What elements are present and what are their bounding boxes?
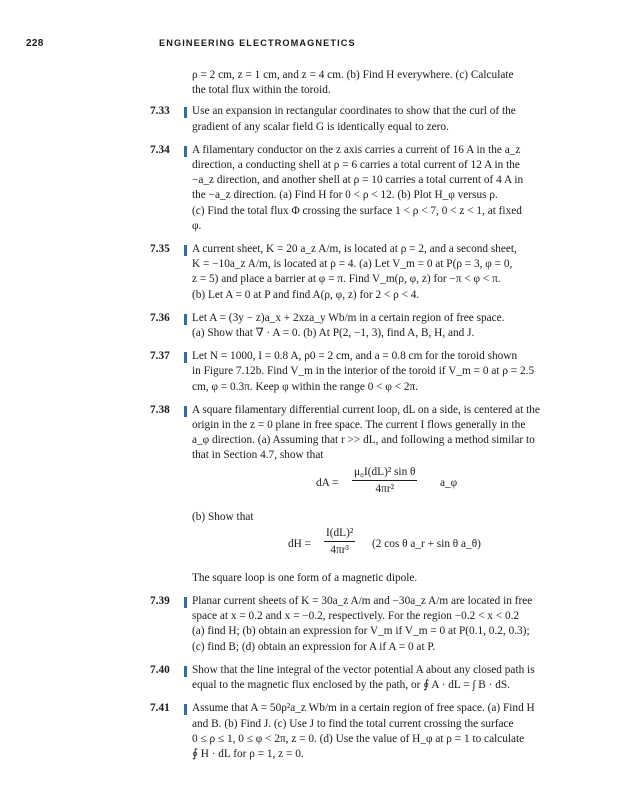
text-line: (c) Find the total flux Φ crossing the surface 1 < ρ < 7, 0 < z < 1, at fixed: [192, 204, 522, 217]
text-line: Planar current sheets of K = 30a_z A/m and −30a_z A/m are located in free: [192, 595, 533, 608]
problem-7-35: [0, 242, 627, 303]
text-line: and B. (b) Find J. (c) Use J to find the total current crossing the surface: [192, 717, 514, 730]
equation-fraction: [352, 464, 417, 497]
problem-number: 7.39: [150, 595, 170, 608]
answer-marker-icon: [184, 107, 187, 118]
text-line: K = −10a_z A/m, is located at ρ = 4. (a) Let V_m = 0 at P(ρ = 3, φ = 0,: [192, 258, 513, 271]
problem-number: 7.36: [150, 311, 170, 324]
text-line: (a) find H; (b) obtain an expression for V_m if V_m = 0 at P(0.1, 0.2, 0.3);: [192, 625, 530, 638]
equation-lhs: dA =: [316, 476, 339, 489]
equation-denominator: 4πr²: [375, 482, 394, 495]
page-content: [0, 68, 627, 770]
problem-number: 7.33: [150, 105, 170, 118]
equation-denominator: 4πr³: [330, 543, 349, 556]
problem-7-36: [0, 311, 627, 341]
running-head: ENGINEERING ELECTROMAGNETICS: [159, 38, 356, 48]
problem-7-37: [0, 349, 627, 395]
problem-number: 7.38: [150, 403, 170, 416]
text-line: A filamentary conductor on the z axis carries a current of 16 A in the a_z: [192, 143, 521, 156]
text-line: Let N = 1000, I = 0.8 A, ρ0 = 2 cm, and a = 0.8 cm for the toroid shown: [192, 350, 518, 363]
text-line: space at x = 0.2 and x = −0.2, respectively. For the region −0.2 < x < 0.2: [192, 610, 520, 623]
answer-marker-icon: [184, 245, 187, 256]
text-line: (a) Show that ∇ · A = 0. (b) At P(2, −1, 3), find A, B, H, and J.: [192, 327, 475, 340]
text-line: the −a_z direction. (a) Find H for 0 < ρ < 12. (b) Plot H_φ versus ρ.: [192, 189, 498, 202]
problem-7-40: [0, 663, 627, 693]
problem-7-39: [0, 594, 627, 655]
page-header: [26, 38, 606, 54]
text-line: gradient of any scalar field G is identically equal to zero.: [192, 120, 449, 133]
text-line: Show that the line integral of the vector potential A about any closed path is: [192, 663, 535, 676]
text-line: Use an expansion in rectangular coordinates to show that the curl of the: [192, 105, 516, 118]
equation-rhs: (2 cos θ a_r + sin θ a_θ): [372, 537, 481, 550]
text-line: cm, φ = 0.3π. Keep φ within the range 0 < φ < 2π.: [192, 380, 419, 393]
problem-7-38: [0, 403, 627, 586]
problem-number: 7.37: [150, 350, 170, 363]
text-line: ∮ H · dL for ρ = 1, z = 0.: [192, 747, 304, 760]
text-line: the total flux within the toroid.: [192, 84, 331, 97]
text-line: −a_z direction, and another shell at ρ = 10 carries a total current of 4 A in: [192, 174, 524, 187]
text-line: φ.: [192, 219, 202, 232]
continuation-text: [192, 68, 572, 98]
problem-number: 7.35: [150, 243, 170, 256]
text-line: A current sheet, K = 20 a_z A/m, is located at ρ = 2, and a second sheet,: [192, 243, 517, 256]
problem-number: 7.41: [150, 702, 170, 715]
answer-marker-icon: [184, 352, 187, 363]
problem-7-34: [0, 143, 627, 234]
text-line: direction, a conducting shell at ρ = 6 carries a total current of 12 A in the: [192, 159, 520, 172]
text-line: a_φ direction. (a) Assuming that r >> dL, and following a method similar to: [192, 434, 535, 447]
equation-rhs: a_φ: [440, 476, 458, 489]
answer-marker-icon: [184, 146, 187, 157]
equation-lhs: dH =: [288, 537, 312, 550]
text-line: A square filamentary differential current loop, dL on a side, is centered at the: [192, 403, 540, 416]
text-line: that in Section 4.7, show that: [192, 449, 324, 462]
text-line: Let A = (3y − z)a_x + 2xza_y Wb/m in a certain region of free space.: [192, 311, 505, 324]
page-number: 228: [26, 38, 44, 49]
problem-number: 7.40: [150, 663, 170, 676]
text-line: (b) Let A = 0 at P and find A(ρ, φ, z) for 2 < ρ < 4.: [192, 288, 420, 301]
problem-7-41: [0, 701, 627, 762]
text-line: Assume that A = 50ρ²a_z Wb/m in a certain region of free space. (a) Find H: [192, 702, 535, 715]
text-line: equal to the magnetic flux enclosed by the path, or ∮ A · dL = ∫ B · dS.: [192, 679, 511, 692]
text-line: origin in the z = 0 plane in free space. The current I flows generally in the: [192, 419, 526, 432]
answer-marker-icon: [184, 704, 187, 715]
problem-7-33: [0, 104, 627, 134]
problem-number: 7.34: [150, 143, 170, 156]
equation-dA: [192, 464, 572, 510]
answer-marker-icon: [184, 597, 187, 608]
equation-fraction: [324, 525, 355, 558]
text-line: ρ = 2 cm, z = 1 cm, and z = 4 cm. (b) Find H everywhere. (c) Calculate: [192, 69, 514, 81]
text-line: z = 5) and place a barrier at φ = π. Find V_m(ρ, φ, z) for −π < φ < π.: [192, 273, 501, 286]
equation-numerator: I(dL)²: [324, 525, 355, 542]
answer-marker-icon: [184, 406, 187, 417]
text-line: (b) Show that: [192, 510, 254, 523]
text-line: (c) find B; (d) obtain an expression for A if A = 0 at P.: [192, 640, 436, 653]
text-line: 0 ≤ ρ ≤ 1, 0 ≤ φ < 2π, z = 0. (d) Use the value of H_φ at ρ = 1 to calculate: [192, 732, 525, 745]
equation-numerator: μ₀I(dL)² sin θ: [352, 464, 417, 481]
equation-dH: [192, 525, 572, 571]
text-line: The square loop is one form of a magnetic dipole.: [192, 571, 418, 584]
answer-marker-icon: [184, 314, 187, 325]
answer-marker-icon: [184, 666, 187, 677]
text-line: in Figure 7.12b. Find V_m in the interior of the toroid if V_m = 0 at ρ = 2.5: [192, 365, 535, 378]
